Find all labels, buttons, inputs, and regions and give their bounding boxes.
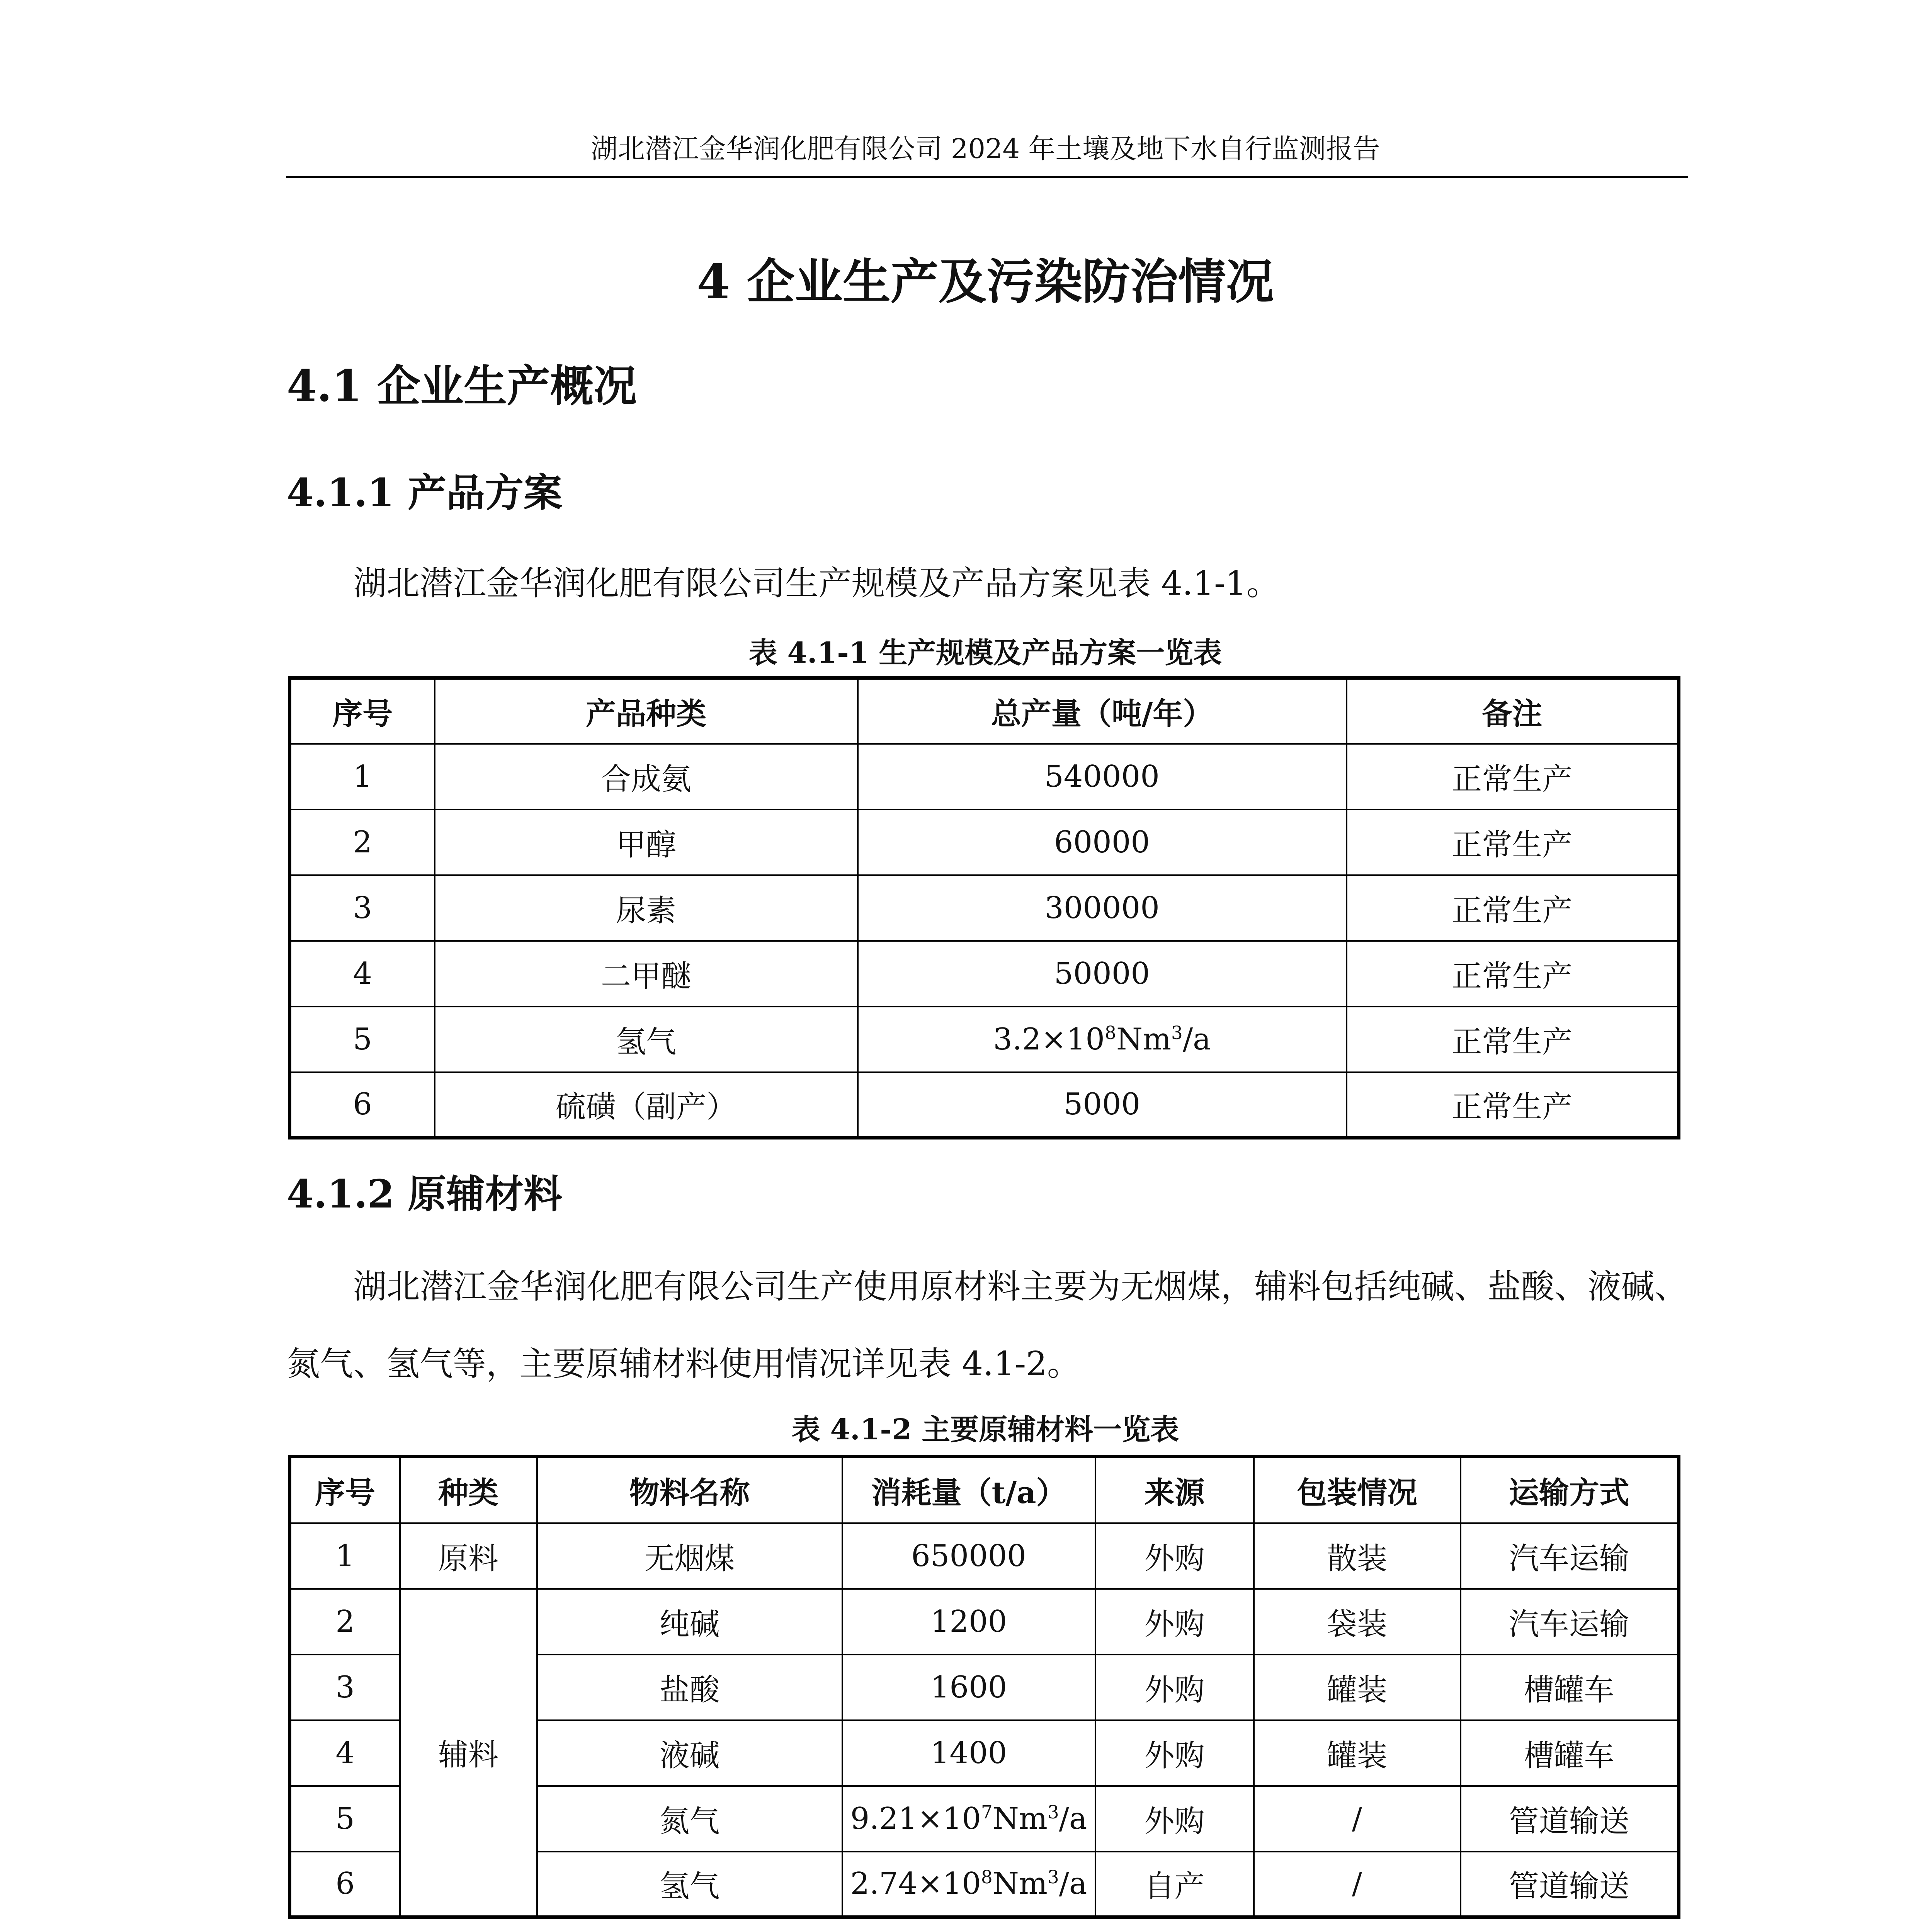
table-row xyxy=(290,1523,1679,1589)
header-cell-consumption: 消耗量（t/a） xyxy=(842,1457,1095,1523)
cell-packaging: / xyxy=(1254,1852,1461,1917)
cell-no: 1 xyxy=(290,1523,400,1589)
cell-output: 50000 xyxy=(858,941,1347,1007)
cell-note: 正常生产 xyxy=(1347,744,1679,810)
cell-category-raw: 原料 xyxy=(400,1523,537,1589)
cell-transport: 汽车运输 xyxy=(1461,1589,1679,1655)
cell-packaging: 罐装 xyxy=(1254,1655,1461,1720)
header-cell-note: 备注 xyxy=(1347,678,1679,744)
cell-no: 1 xyxy=(290,744,435,810)
section-heading-4-1: 4.1 企业生产概况 xyxy=(287,361,637,412)
cell-note: 正常生产 xyxy=(1347,1072,1679,1138)
cell-source: 外购 xyxy=(1095,1589,1254,1655)
cell-output: 300000 xyxy=(858,875,1347,941)
unit-exponent: 3 xyxy=(1047,1867,1059,1888)
header-cell-no: 序号 xyxy=(290,1457,400,1523)
header-cell-transport: 运输方式 xyxy=(1461,1457,1679,1523)
value-exponent: 8 xyxy=(1105,1022,1116,1044)
unit-exponent: 3 xyxy=(1171,1022,1183,1044)
cell-category-auxiliary: 辅料 xyxy=(400,1589,537,1917)
cell-output: 5000 xyxy=(858,1072,1347,1138)
cell-consumption xyxy=(842,1786,1095,1852)
header-cell-material-name: 物料名称 xyxy=(537,1457,842,1523)
header-cell-product: 产品种类 xyxy=(435,678,858,744)
header-cell-category: 种类 xyxy=(400,1457,537,1523)
cell-source: 外购 xyxy=(1095,1655,1254,1720)
value-exponent: 8 xyxy=(981,1867,993,1888)
cell-source: 外购 xyxy=(1095,1720,1254,1786)
table-header-row xyxy=(290,1457,1679,1523)
header-divider xyxy=(286,176,1688,178)
cell-product: 甲醇 xyxy=(435,810,858,875)
table-caption-4-1-1: 表 4.1-1 生产规模及产品方案一览表 xyxy=(748,636,1222,670)
cell-no: 2 xyxy=(290,810,435,875)
value-base: 9.21×10 xyxy=(850,1801,981,1836)
cell-material-name: 盐酸 xyxy=(537,1655,842,1720)
table-row xyxy=(290,1007,1679,1072)
cell-transport: 管道输送 xyxy=(1461,1786,1679,1852)
cell-product: 二甲醚 xyxy=(435,941,858,1007)
value-unit: Nm xyxy=(992,1801,1048,1836)
cell-material-name: 纯碱 xyxy=(537,1589,842,1655)
header-cell-source: 来源 xyxy=(1095,1457,1254,1523)
cell-note: 正常生产 xyxy=(1347,810,1679,875)
unit-exponent: 3 xyxy=(1047,1802,1059,1823)
header-cell-output: 总产量（吨/年） xyxy=(858,678,1347,744)
header-cell-no: 序号 xyxy=(290,678,435,744)
value-unit: Nm xyxy=(1116,1022,1172,1057)
cell-no: 2 xyxy=(290,1589,400,1655)
table-row xyxy=(290,810,1679,875)
cell-material-name: 液碱 xyxy=(537,1720,842,1786)
value-unit: Nm xyxy=(992,1866,1048,1901)
header-cell-packaging: 包装情况 xyxy=(1254,1457,1461,1523)
table-header-row xyxy=(290,678,1679,744)
chapter-title: 4 企业生产及污染防治情况 xyxy=(697,254,1274,310)
raw-materials-table xyxy=(288,1455,1680,1919)
cell-transport: 槽罐车 xyxy=(1461,1720,1679,1786)
cell-no: 4 xyxy=(290,941,435,1007)
table-row xyxy=(290,744,1679,810)
cell-transport: 槽罐车 xyxy=(1461,1655,1679,1720)
cell-product: 硫磺（副产） xyxy=(435,1072,858,1138)
cell-source: 自产 xyxy=(1095,1852,1254,1917)
cell-no: 5 xyxy=(290,1786,400,1852)
cell-product: 尿素 xyxy=(435,875,858,941)
cell-packaging: 散装 xyxy=(1254,1523,1461,1589)
cell-material-name: 氮气 xyxy=(537,1786,842,1852)
cell-note: 正常生产 xyxy=(1347,941,1679,1007)
cell-source: 外购 xyxy=(1095,1786,1254,1852)
cell-consumption xyxy=(842,1852,1095,1917)
cell-packaging: 袋装 xyxy=(1254,1589,1461,1655)
table-row xyxy=(290,875,1679,941)
cell-consumption: 1200 xyxy=(842,1589,1095,1655)
value-base: 3.2×10 xyxy=(993,1022,1105,1057)
cell-note: 正常生产 xyxy=(1347,1007,1679,1072)
cell-material-name: 氢气 xyxy=(537,1852,842,1917)
cell-no: 3 xyxy=(290,1655,400,1720)
table-caption-4-1-2: 表 4.1-2 主要原辅材料一览表 xyxy=(791,1413,1179,1446)
value-base: 2.74×10 xyxy=(850,1866,981,1901)
value-unit-tail: /a xyxy=(1059,1866,1087,1901)
cell-consumption: 1600 xyxy=(842,1655,1095,1720)
cell-product: 氢气 xyxy=(435,1007,858,1072)
cell-output xyxy=(858,1007,1347,1072)
cell-consumption: 1400 xyxy=(842,1720,1095,1786)
product-plan-table xyxy=(288,676,1680,1139)
section-heading-4-1-1: 4.1.1 产品方案 xyxy=(287,470,563,515)
cell-material-name: 无烟煤 xyxy=(537,1523,842,1589)
table-row xyxy=(290,941,1679,1007)
cell-no: 6 xyxy=(290,1072,435,1138)
running-header: 湖北潜江金华润化肥有限公司 2024 年土壤及地下水自行监测报告 xyxy=(590,133,1380,165)
cell-output: 540000 xyxy=(858,744,1347,810)
cell-packaging: / xyxy=(1254,1786,1461,1852)
cell-consumption: 650000 xyxy=(842,1523,1095,1589)
value-unit-tail: /a xyxy=(1182,1022,1211,1057)
table-row xyxy=(290,1589,1679,1655)
cell-no: 5 xyxy=(290,1007,435,1072)
paragraph-product-plan: 湖北潜江金华润化肥有限公司生产规模及产品方案见表 4.1-1。 xyxy=(353,564,1280,603)
cell-note: 正常生产 xyxy=(1347,875,1679,941)
cell-output: 60000 xyxy=(858,810,1347,875)
cell-product: 合成氨 xyxy=(435,744,858,810)
cell-transport: 汽车运输 xyxy=(1461,1523,1679,1589)
section-heading-4-1-2: 4.1.2 原辅材料 xyxy=(287,1171,563,1217)
cell-no: 4 xyxy=(290,1720,400,1786)
cell-no: 3 xyxy=(290,875,435,941)
cell-packaging: 罐装 xyxy=(1254,1720,1461,1786)
table-row xyxy=(290,1072,1679,1138)
cell-transport: 管道输送 xyxy=(1461,1852,1679,1917)
value-unit-tail: /a xyxy=(1059,1801,1087,1836)
paragraph-raw-materials: 湖北潜江金华润化肥有限公司生产使用原材料主要为无烟煤，辅料包括纯碱、盐酸、液碱、氮气、氢气等，主要原辅材料使用情况详见表 4.1-2。 xyxy=(287,1267,1688,1383)
cell-no: 6 xyxy=(290,1852,400,1917)
value-exponent: 7 xyxy=(981,1802,993,1823)
cell-source: 外购 xyxy=(1095,1523,1254,1589)
